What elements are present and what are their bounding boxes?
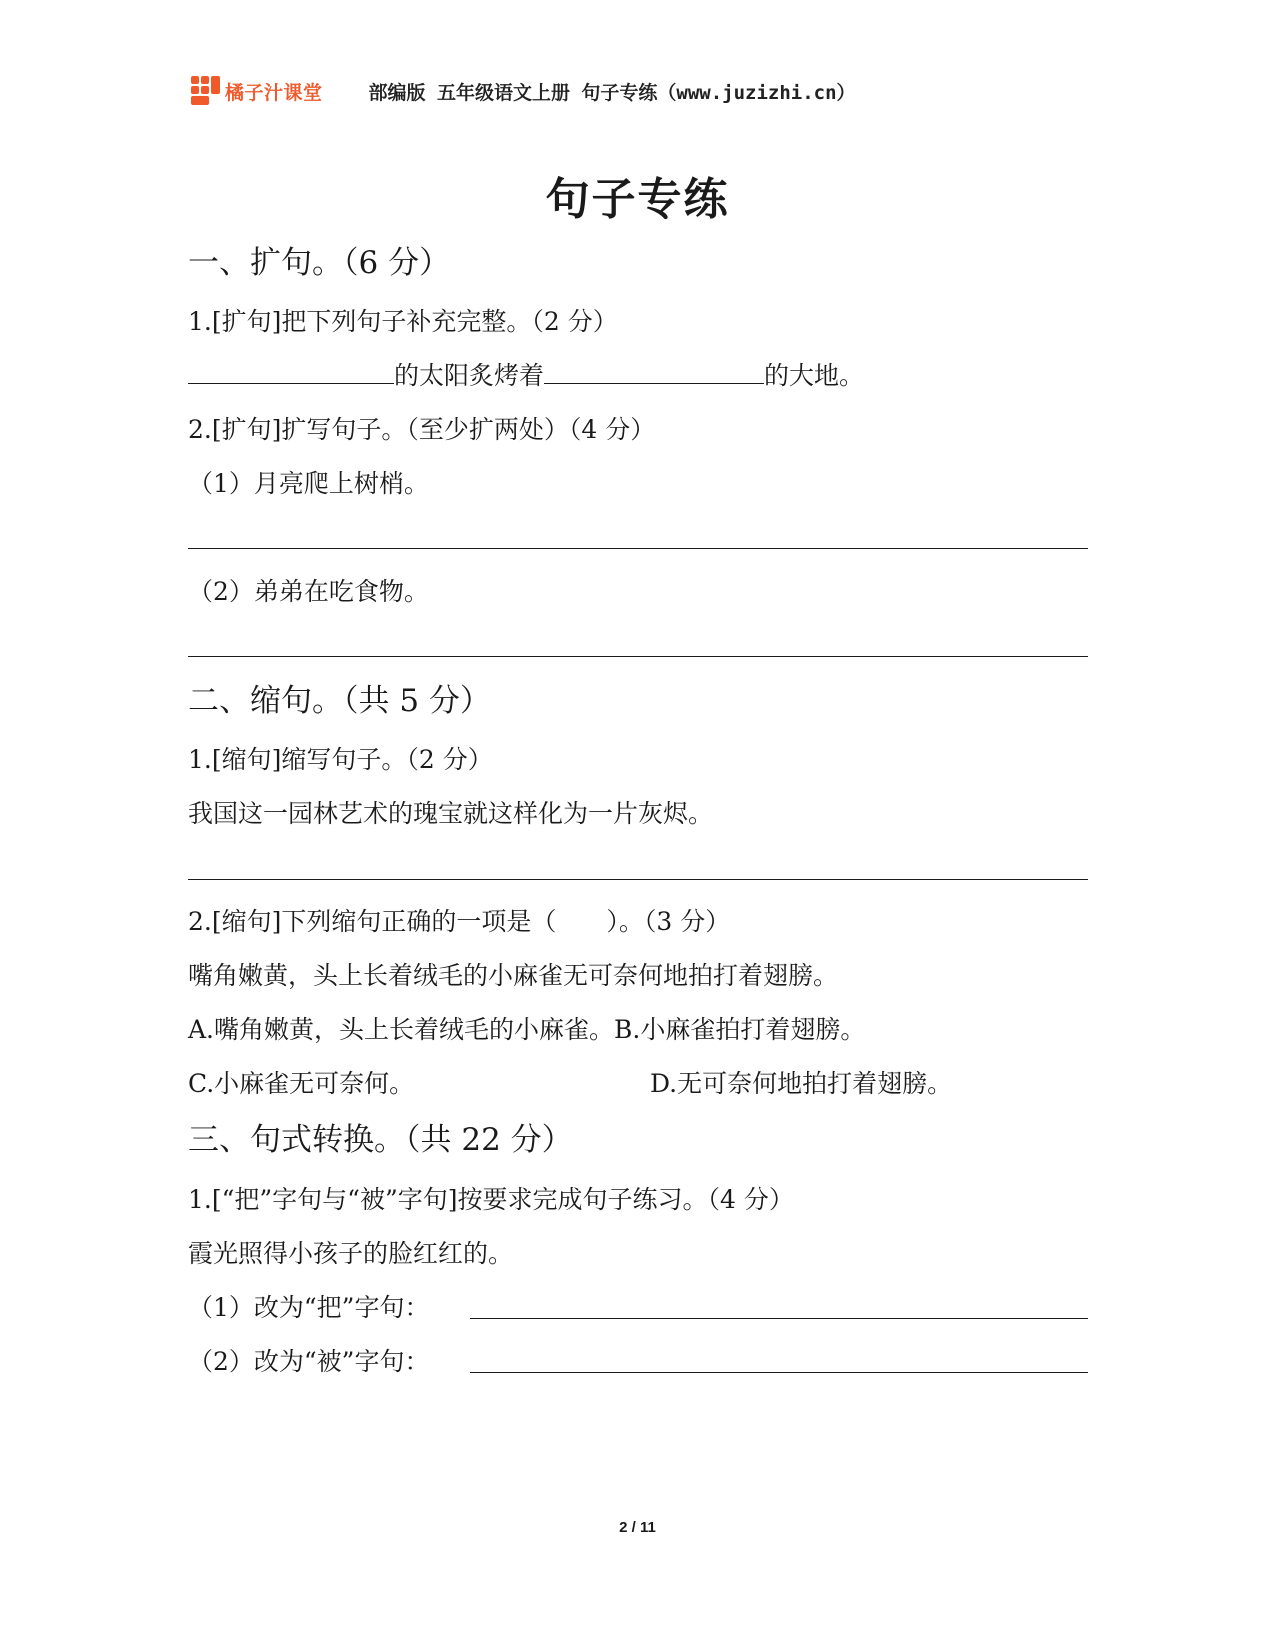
question-1-1-fill — [188, 359, 864, 393]
section-heading-expand: 一、扩句。（6 分） — [188, 245, 451, 281]
question-1-1-title: 1.[扩句]把下列句子补充完整。（2 分） — [188, 307, 618, 336]
option-d: D.无可奈何地拍打着翅膀。 — [650, 1069, 953, 1098]
section-heading-shorten: 二、缩句。（共 5 分） — [188, 683, 491, 719]
question-2-2-sentence: 嘴角嫩黄，头上长着绒毛的小麻雀无可奈何地拍打着翅膀。 — [188, 961, 839, 990]
question-2-2-title: 2.[缩句]下列缩句正确的一项是（ ）。（3 分） — [188, 907, 731, 936]
question-2-1-title: 1.[缩句]缩写句子。（2 分） — [188, 745, 493, 774]
answer-line[interactable] — [470, 1372, 1088, 1373]
answer-line[interactable] — [470, 1318, 1088, 1319]
question-2-1-sentence: 我国这一园林艺术的瑰宝就这样化为一片灰烬。 — [188, 799, 714, 828]
page-header — [191, 76, 856, 106]
question-3-1-sub2: （2）改为“被”字句： — [188, 1347, 430, 1376]
answer-line[interactable] — [188, 548, 1088, 549]
question-1-2-sub1: （1）月亮爬上树梢。 — [188, 469, 429, 498]
answer-blank[interactable] — [188, 359, 394, 384]
section-heading-transform: 三、句式转换。（共 22 分） — [188, 1122, 573, 1158]
answer-blank[interactable] — [544, 359, 764, 384]
answer-line[interactable] — [188, 656, 1088, 657]
fill-text-2: 的大地。 — [764, 361, 865, 390]
logo-text: 橘子汁课堂 — [225, 81, 323, 104]
question-1-2-sub2: （2）弟弟在吃食物。 — [188, 577, 429, 606]
option-c: C.小麻雀无可奈何。 — [188, 1069, 415, 1098]
page-title: 句子专练 — [545, 174, 730, 225]
option-a-b: A.嘴角嫩黄，头上长着绒毛的小麻雀。B.小麻雀拍打着翅膀。 — [188, 1015, 866, 1044]
question-3-1-sentence: 霞光照得小孩子的脸红红的。 — [188, 1239, 514, 1268]
answer-line[interactable] — [188, 879, 1088, 880]
fill-text-1: 的太阳炙烤着 — [394, 361, 545, 390]
question-3-1-title: 1.[“把”字句与“被”字句]按要求完成句子练习。（4 分） — [188, 1185, 794, 1214]
page-number: 2 / 11 — [619, 1519, 656, 1536]
question-3-1-sub1: （1）改为“把”字句： — [188, 1293, 430, 1322]
header-title: 部编版 五年级语文上册 句子专练（www.juzizhi.cn） — [368, 81, 856, 104]
question-1-2-title: 2.[扩句]扩写句子。（至少扩两处）（4 分） — [188, 415, 656, 444]
logo-icon — [191, 76, 221, 106]
brand-logo — [191, 76, 323, 106]
